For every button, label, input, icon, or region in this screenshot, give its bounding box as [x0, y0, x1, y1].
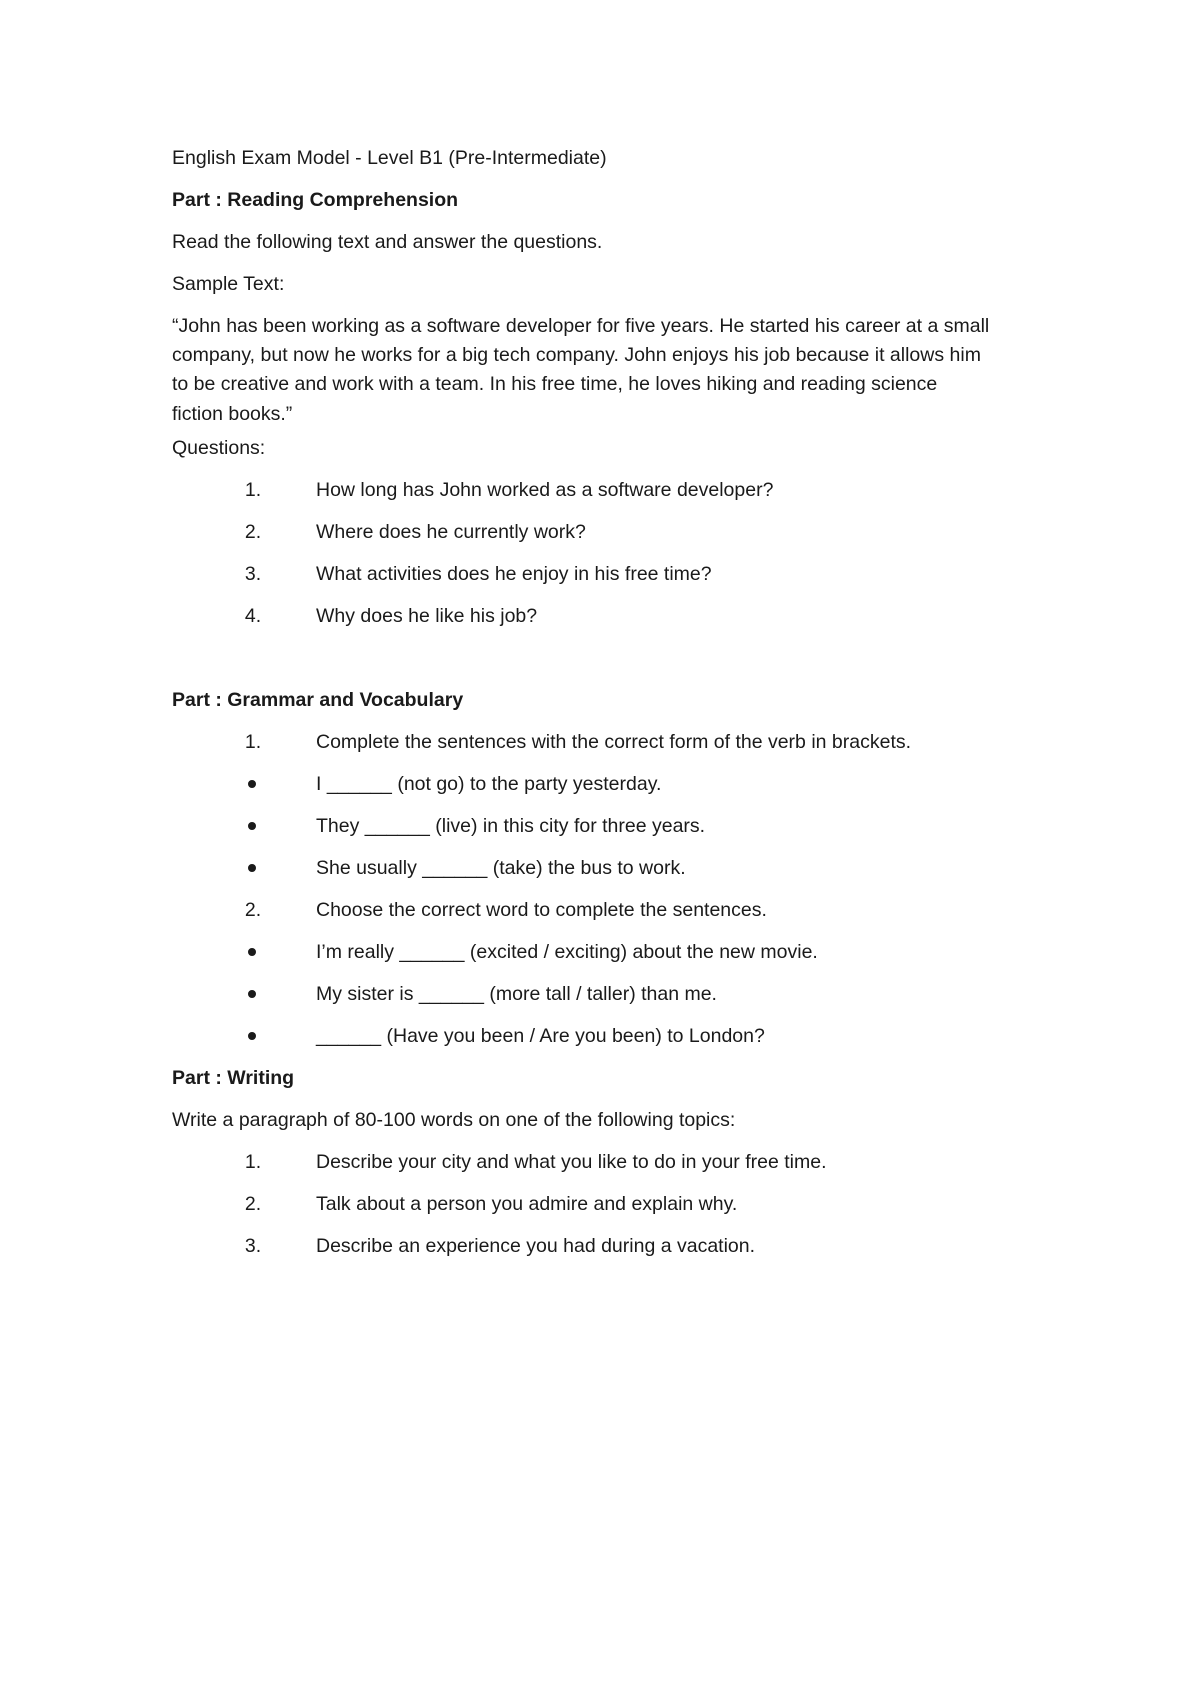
topic-text: Talk about a person you admire and explain why.: [316, 1193, 738, 1215]
bullet-icon: [248, 990, 256, 998]
grammar-heading: Part : Grammar and Vocabulary: [172, 689, 464, 711]
exercise-item: They ______ (live) in this city for three years.: [316, 815, 706, 837]
question-text: How long has John worked as a software developer?: [316, 479, 774, 501]
sample-text-line: company, but now he works for a big tech company. John enjoys his job because it allows him: [172, 344, 981, 367]
topic-number: 3.: [244, 1235, 262, 1257]
bullet-icon: [248, 1032, 256, 1040]
exercise-item: I’m really ______ (excited / exciting) about the new movie.: [316, 941, 818, 963]
topic-number: 2.: [244, 1193, 262, 1215]
exercise-item: ______ (Have you been / Are you been) to London?: [316, 1025, 765, 1047]
task-number: 2.: [244, 899, 262, 921]
sample-text-line: “John has been working as a software developer for five years. He started his career at a small: [172, 315, 990, 337]
reading-heading: Part : Reading Comprehension: [172, 189, 459, 211]
exercise-item: My sister is ______ (more tall / taller) than me.: [316, 983, 717, 1005]
writing-instruction: Write a paragraph of 80-100 words on one of the following topics:: [172, 1109, 736, 1131]
question-number: 3.: [244, 563, 262, 585]
sample-text-line: to be creative and work with a team. In his free time, he loves hiking and reading science: [172, 373, 938, 396]
topic-number: 1.: [244, 1151, 262, 1173]
question-number: 2.: [244, 521, 262, 543]
question-text: Why does he like his job?: [316, 605, 538, 627]
exercise-item: I ______ (not go) to the party yesterday.: [316, 773, 662, 795]
question-number: 1.: [244, 479, 262, 501]
topic-text: Describe an experience you had during a vacation.: [316, 1235, 756, 1257]
task-instruction: Choose the correct word to complete the sentences.: [316, 899, 767, 921]
topic-text: Describe your city and what you like to do in your free time.: [316, 1151, 827, 1173]
reading-instruction: Read the following text and answer the questions.: [172, 231, 603, 253]
exercise-item: She usually ______ (take) the bus to work.: [316, 857, 686, 879]
sample-text-label: Sample Text:: [172, 273, 285, 295]
sample-text-line: fiction books.”: [172, 402, 293, 425]
task-number: 1.: [244, 731, 262, 753]
document-title: English Exam Model - Level B1 (Pre-Intermediate): [172, 147, 607, 169]
writing-heading: Part : Writing: [172, 1067, 295, 1089]
question-number: 4.: [244, 605, 262, 627]
task-instruction: Complete the sentences with the correct form of the verb in brackets.: [316, 731, 912, 753]
bullet-icon: [248, 822, 256, 830]
questions-label: Questions:: [172, 437, 266, 459]
bullet-icon: [248, 780, 256, 788]
bullet-icon: [248, 864, 256, 872]
question-text: Where does he currently work?: [316, 521, 586, 543]
bullet-icon: [248, 948, 256, 956]
question-text: What activities does he enjoy in his free time?: [316, 563, 712, 585]
sample-text-paragraph: [172, 312, 1052, 429]
